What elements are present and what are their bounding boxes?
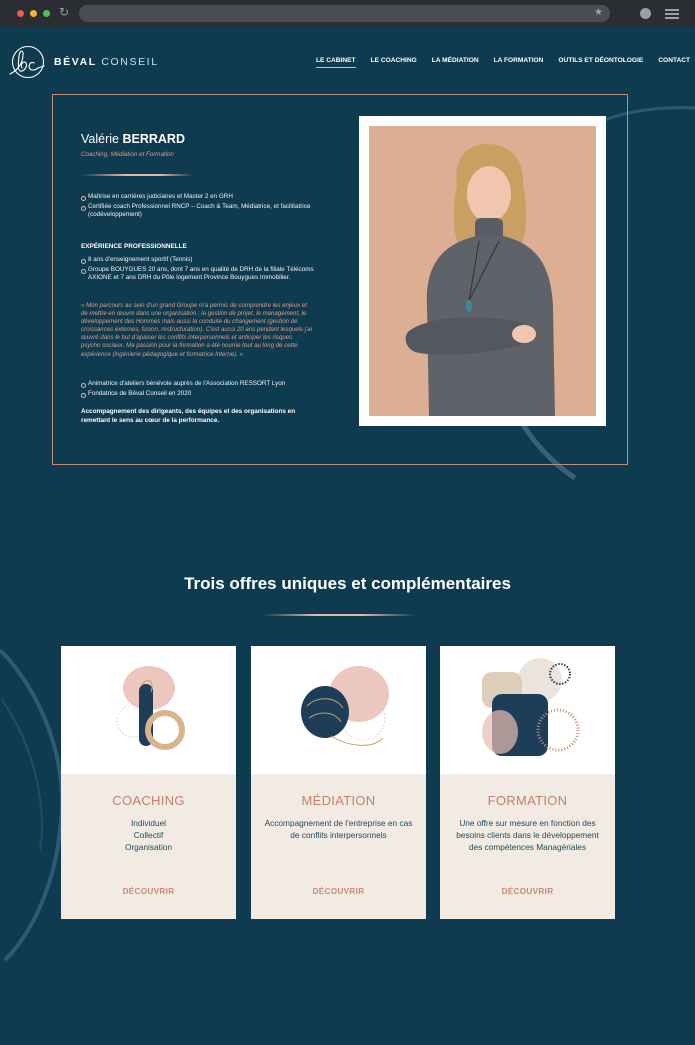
discover-link-mediation[interactable]: DÉCOUVRIR (312, 887, 365, 896)
list-item: Groupe BOUYGUES 20 ans, dont 7 ans en qualité de DRH de la filiale Télécoms AXIONE et 7 ans DRH du Pôle logement Province Bouygues Immobilier. (81, 266, 321, 282)
credentials-list (81, 193, 321, 222)
card-line: Collectif (133, 830, 164, 840)
card-line: Individuel (130, 818, 167, 828)
card-line: Accompagnement de l'entreprise en cas de conflits interpersonnels (264, 818, 413, 840)
bio-quote: « Mon parcours au sein d'un grand Groupe m'a permis de comprendre les enjeux et de mettre en œuvre dans une organisation : la gestion de projet, le management, le développement des Hommes mais aussi la conduite du changement (gestion de croissances externes, fusion, restructuration). C'est aussi 20 ans pendant lesquels j'ai œuvré dans le but d'apaiser les conflits interpersonnels et anticiper les risques psycho sociaux. Ma passion pour la formation a été nourrie tout au long de cette expérience (ingénierie pédagogique et formatrice Interne). » (81, 302, 312, 358)
offer-card-formation[interactable] (440, 646, 615, 919)
abstract-art-image (61, 646, 236, 774)
list-item: Fondatrice de Béval Conseil en 2020 (81, 390, 321, 398)
nav-item-le-cabinet[interactable]: LE CABINET (316, 57, 356, 68)
more-list (81, 380, 321, 400)
divider (262, 614, 416, 616)
list-item: Certifiée coach Professionnel RNCP – Coach & Team, Médiatrice, et facilitatrice (codéveloppement) (81, 203, 321, 219)
card-illustration (440, 646, 615, 774)
card-title: MÉDIATION (301, 793, 376, 808)
reload-icon[interactable]: ↻ (59, 5, 70, 19)
card-title: FORMATION (487, 793, 568, 808)
abstract-art-image (440, 646, 615, 774)
offer-card-mediation[interactable] (251, 646, 426, 919)
list-item: 8 ans d'enseignement sportif (Tennis) (81, 256, 321, 264)
menu-icon[interactable] (665, 9, 679, 19)
card-title: COACHING (112, 793, 185, 808)
offers-title: Trois offres uniques et complémentaires (184, 574, 511, 593)
minimize-window-dot[interactable] (30, 10, 37, 17)
bio-first-name: Valérie (81, 132, 119, 146)
list-item: Maîtrise en carrières judiciaires et Master 2 en GRH (81, 193, 321, 201)
portrait-photo (359, 116, 606, 426)
maximize-window-dot[interactable] (43, 10, 50, 17)
bio-name (81, 132, 185, 146)
card-description (263, 817, 414, 841)
bio-subtitle: Coaching, Médiation et Formation (81, 151, 174, 158)
list-item: Animatrice d'ateliers bénévole auprès de l'Association RESSORT Lyon (81, 380, 321, 388)
portrait-image (369, 126, 596, 416)
discover-link-coaching[interactable]: DÉCOUVRIR (122, 887, 175, 896)
main-navigation (316, 57, 690, 68)
nav-item-le-coaching[interactable]: LE COACHING (370, 57, 417, 64)
discover-link-formation[interactable]: DÉCOUVRIR (501, 887, 554, 896)
logo-suffix: CONSEIL (101, 56, 159, 68)
portrait-illustration (369, 126, 596, 416)
offer-card-coaching[interactable] (61, 646, 236, 919)
divider (81, 174, 193, 176)
logo-mark-icon (8, 44, 46, 80)
account-icon[interactable] (640, 8, 651, 19)
logo-wordmark (54, 56, 159, 68)
card-description (73, 817, 224, 853)
experience-heading: EXPÉRIENCE PROFESSIONNELLE (81, 243, 187, 250)
nav-item-contact[interactable]: CONTACT (658, 57, 691, 64)
card-description (452, 817, 603, 853)
abstract-art-image (251, 646, 426, 774)
site-logo[interactable] (8, 44, 159, 80)
bio-closing: Accompagnement des dirigeants, des équipes et des organisations en remettant le sens au cœur de la performance. (81, 408, 296, 424)
nav-item-la-formation[interactable]: LA FORMATION (493, 57, 544, 64)
card-line: Une offre sur mesure en fonction des besoins clients dans le développement des compétences Managériales (456, 818, 599, 852)
card-illustration (61, 646, 236, 774)
nav-item-la-mediation[interactable]: LA MÉDIATION (431, 57, 479, 64)
card-line: Organisation (124, 842, 173, 852)
bio-last-name: BERRARD (122, 132, 185, 146)
close-window-dot[interactable] (17, 10, 24, 17)
logo-brand: BÉVAL (54, 56, 97, 68)
card-illustration (251, 646, 426, 774)
nav-item-outils-et-deontologie[interactable]: OUTILS ET DÉONTOLOGIE (558, 57, 644, 64)
browser-toolbar (0, 0, 695, 28)
address-bar[interactable] (79, 5, 610, 22)
experience-list (81, 256, 321, 285)
star-icon[interactable]: ★ (594, 7, 603, 18)
